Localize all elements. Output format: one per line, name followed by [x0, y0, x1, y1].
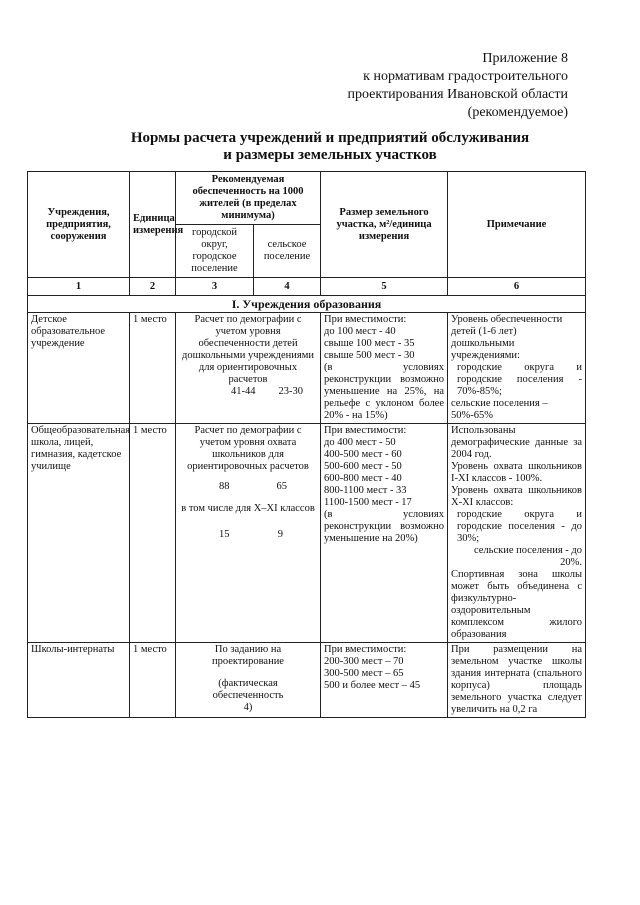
provision-description: Расчет по демографии с учетом уровня обеспеченности детей дошкольными учреждениями для ориентировочных расчетов [182, 314, 314, 385]
note-line: сельские поселения – 50%-65% [451, 398, 548, 421]
column-numbers-row [28, 278, 586, 296]
institution-name: Детское образовательное учреждение [28, 313, 130, 424]
note-line: Уровень обеспеченности детей (1-6 лет) дошкольными учреждениями: [451, 314, 563, 361]
norms-table [27, 171, 586, 718]
header-rural: сельское поселение [254, 225, 321, 278]
column-number: 4 [254, 278, 321, 296]
note-line: городские округа и городские поселения - до 30%; [457, 509, 583, 544]
urban-value-x-xi: 15 [219, 529, 230, 540]
column-number: 5 [321, 278, 448, 296]
provision-values-x-xi [179, 529, 317, 541]
provision-cell [176, 643, 321, 718]
provision-including: в том числе для X–XI классов [181, 503, 315, 514]
rural-value-x-xi: 9 [277, 529, 284, 540]
header-row-top [28, 172, 586, 225]
table-row [28, 424, 586, 643]
note-cell [448, 313, 586, 424]
rural-value: 65 [276, 481, 288, 492]
title-line-2: и размеры земельных участков [223, 147, 437, 163]
provision-description: Расчет по демографии с учетом уровня охвата школьников для ориентировочных расчетов [187, 425, 309, 472]
land-line: 600-800 мест - 40 [324, 473, 402, 484]
unit-cell: 1 место [130, 313, 176, 424]
note-line: сельские поселения - до 20%. [473, 545, 583, 568]
header-urban: городской округ, городское поселение [176, 225, 254, 278]
land-line: 1100-1500 мест - 17 [324, 497, 412, 508]
provision-values [179, 386, 317, 398]
land-line: 400-500 мест - 60 [324, 449, 402, 460]
unit-cell: 1 место [130, 424, 176, 643]
land-line: (в условиях реконструкции возможно уменьшение на 25%, на рельефе с уклоном более 20% - на 15%) [324, 362, 445, 421]
header-land-size: Размер земельного участка, м²/единица измерения [321, 172, 448, 278]
column-number: 6 [448, 278, 586, 296]
land-line: 200-300 мест – 70 [324, 656, 404, 667]
appendix-header [238, 50, 568, 122]
appendix-number: Приложение 8 [482, 51, 568, 66]
column-number: 2 [130, 278, 176, 296]
table-row [28, 313, 586, 424]
section-title: I. Учреждения образования [28, 296, 586, 313]
land-line: 500-600 мест - 50 [324, 461, 402, 472]
land-line: При вместимости: [324, 314, 407, 325]
column-number: 1 [28, 278, 130, 296]
rural-value: 23-30 [278, 386, 304, 397]
header-note: Примечание [448, 172, 586, 278]
land-line: свыше 100 мест - 35 [324, 338, 415, 349]
header-unit: Единица измерения [130, 172, 176, 278]
provision-cell [176, 313, 321, 424]
column-number: 3 [176, 278, 254, 296]
provision-description: По заданию на проектирование [212, 644, 284, 667]
land-line: 800-1100 мест - 33 [324, 485, 407, 496]
note-line: Спортивная зона школы может быть объединена с физкультурно-оздоровительным комплексом жилого образования [451, 569, 583, 640]
provision-cell [176, 424, 321, 643]
institution-name: Школы-интернаты [28, 643, 130, 718]
note-line: городские округа и городские поселения - 70%-85%; [457, 362, 583, 397]
provision-actual: (фактическая обеспеченность 4) [212, 678, 284, 713]
note-line: При размещении на земельном участке школы здания интерната (спального корпуса) площадь земельного участка следует увеличить на 0,2 га [451, 644, 583, 715]
note-line: Уровень охвата школьников I-XI классов - 100%. [451, 461, 583, 484]
land-line: (в условиях реконструкции возможно уменьшение на 20%) [324, 509, 445, 544]
header-institution: Учреждения, предприятия, сооружения [28, 172, 130, 278]
land-line: 300-500 мест – 65 [324, 668, 404, 679]
note-cell [448, 424, 586, 643]
land-size-cell [321, 643, 448, 718]
appendix-document: проектирования Ивановской области [347, 87, 568, 102]
table-row [28, 643, 586, 718]
provision-values [179, 481, 317, 493]
land-line: 500 и более мест – 45 [324, 680, 421, 691]
urban-value: 88 [219, 481, 230, 492]
appendix-reference: к нормативам градостроительного [363, 69, 568, 84]
appendix-status: (рекомендуемое) [467, 105, 568, 120]
note-line: Уровень охвата школьников X-XI классов: [451, 485, 583, 508]
land-size-cell [321, 313, 448, 424]
urban-value: 41-44 [231, 386, 256, 397]
note-line: Использованы демографические данные за 2004 год. [451, 425, 583, 460]
unit-cell: 1 место [130, 643, 176, 718]
page-title [60, 130, 600, 164]
land-line: до 100 мест - 40 [324, 326, 396, 337]
land-size-cell [321, 424, 448, 643]
land-line: свыше 500 мест - 30 [324, 350, 415, 361]
note-cell [448, 643, 586, 718]
land-line: до 400 мест - 50 [324, 437, 396, 448]
section-row [28, 296, 586, 313]
title-line-1: Нормы расчета учреждений и предприятий обслуживания [130, 130, 530, 146]
header-recommended: Рекомендуемая обеспеченность на 1000 жителей (в пределах минимума) [176, 172, 321, 225]
institution-name: Общеобразовательная школа, лицей, гимназия, кадетское училище [28, 424, 130, 643]
land-line: При вместимости: [324, 644, 407, 655]
land-line: При вместимости: [324, 425, 407, 436]
